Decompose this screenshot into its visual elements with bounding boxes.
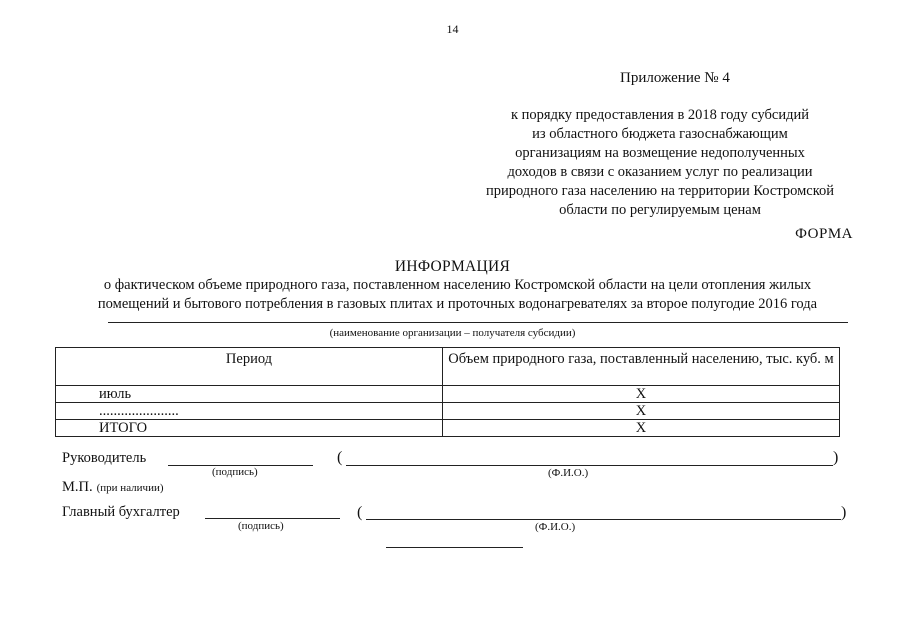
appendix-reference-line: из областного бюджета газоснабжающим xyxy=(532,126,788,142)
head-name-line xyxy=(346,465,833,466)
appendix-title: Приложение № 4 xyxy=(620,70,730,86)
appendix-reference xyxy=(470,106,850,220)
document-title: ИНФОРМАЦИЯ xyxy=(394,258,511,275)
organization-caption: (наименование организации – получателя субсидии) xyxy=(329,327,576,339)
table-row-total xyxy=(56,420,840,437)
form-label: ФОРМА xyxy=(795,226,853,242)
head-name-open-paren: ( xyxy=(337,449,343,466)
cell-volume: X xyxy=(443,403,840,420)
appendix-reference-line: к порядку предоставления в 2018 году субсидий xyxy=(510,107,809,123)
accountant-name-close-paren: ) xyxy=(841,504,847,521)
cell-period-total: ИТОГО xyxy=(56,420,443,437)
document-subtitle-line: о фактическом объеме природного газа, поставленном населению Костромской области на цели отопления жилых xyxy=(103,277,812,293)
accountant-name-open-paren: ( xyxy=(357,504,363,521)
organization-name-line xyxy=(108,322,848,323)
head-signature-caption: (подпись) xyxy=(212,466,258,478)
appendix-reference-line: природного газа населению на территории Костромской xyxy=(485,183,835,199)
head-name-caption: (Ф.И.О.) xyxy=(548,467,589,479)
gas-volume-table xyxy=(55,347,840,437)
table-row xyxy=(56,403,840,420)
appendix-reference-line: области по регулируемым ценам xyxy=(559,202,761,218)
document-subtitle-line: помещений и бытового потребления в газовых плитах и проточных водонагревателях за второе полугодие 2016 года xyxy=(97,296,818,312)
accountant-signature-caption: (подпись) xyxy=(238,520,284,532)
accountant-name-caption: (Ф.И.О.) xyxy=(535,521,576,533)
page-number: 14 xyxy=(446,22,459,36)
head-name-close-paren: ) xyxy=(833,449,839,466)
stamp-row xyxy=(62,478,164,496)
table-header-row xyxy=(56,348,840,386)
document-subtitle xyxy=(40,276,875,314)
appendix-reference-line: доходов в связи с оказанием услуг по реализации xyxy=(507,164,813,180)
accountant-label: Главный бухгалтер xyxy=(62,504,180,520)
cell-volume: X xyxy=(443,386,840,403)
closing-separator-line xyxy=(386,547,523,548)
header-volume: Объем природного газа, поставленный населению, тыс. куб. м xyxy=(443,348,840,386)
cell-period: июль xyxy=(56,386,443,403)
stamp-label: М.П. xyxy=(62,479,93,495)
accountant-signature-line xyxy=(205,518,340,519)
head-label: Руководитель xyxy=(62,450,147,466)
cell-volume-total: X xyxy=(443,420,840,437)
header-period: Период xyxy=(56,348,443,386)
table-row xyxy=(56,386,840,403)
accountant-name-line xyxy=(366,519,841,520)
stamp-note: (при наличии) xyxy=(96,482,164,494)
cell-period: ...................... xyxy=(56,403,443,420)
appendix-reference-line: организациям на возмещение недополученных xyxy=(515,145,805,161)
